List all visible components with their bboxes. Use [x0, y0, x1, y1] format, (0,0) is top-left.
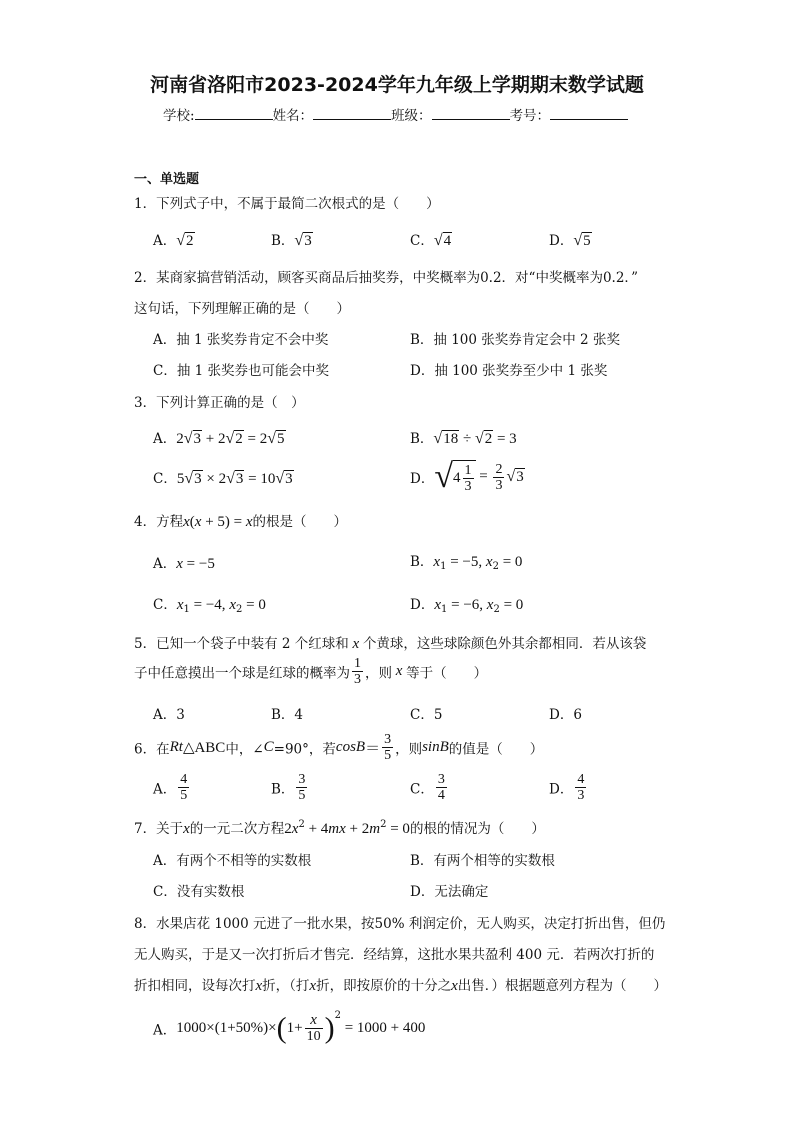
name-blank: [313, 105, 391, 120]
number-label: 考号：: [509, 108, 551, 124]
q6-option-c: C． $\frac{3}{4}$: [410, 772, 445, 803]
q4-option-a: A．x = −5: [153, 556, 215, 572]
q4-option-c: C．$x_1 = -4$, $x_2 = 0$: [153, 597, 266, 615]
q7-stem: 7．关于x的一元二次方程$2x^2 + 4mx + 2m^2 = 0$的根的情况为（ ）: [134, 819, 545, 837]
school-label: 学校:: [163, 108, 195, 124]
q4-option-b: B．$x_1 = -5$, $x_2 = 0$: [410, 554, 523, 572]
q5-option-d: D．6: [549, 707, 582, 723]
q2-stem-line2: 这句话，下列理解正确的是（ ）: [134, 301, 350, 317]
q2-option-d: D．抽 100 张奖券至少中 1 张奖: [410, 363, 608, 379]
q3-option-b: B．√18 ÷ √2 = 3: [410, 430, 517, 447]
q1-option-a: A．√2: [153, 232, 194, 249]
q6-stem: 6．在Rt△ABC中，∠C=90°，若cosB＝ $\frac{3}{5}$ ，则sinB的值是（ ）: [134, 732, 544, 763]
q6-option-a: A． $\frac{4}{5}$: [153, 772, 188, 803]
q8-stem-line1: 8．水果店花 1000 元进了一批水果，按50% 利润定价，无人购买，决定打折出售，但仍: [134, 916, 666, 932]
q7-option-c: C．没有实数根: [153, 884, 245, 900]
q1-option-b: B．√3: [271, 232, 312, 249]
page-title: 河南省洛阳市2023-2024学年九年级上学期期末数学试题: [150, 74, 644, 96]
number-blank: [550, 105, 628, 120]
q8-stem-line2: 无人购买，于是又一次打折后才售完．经结算，这批水果共盈利 400 元．若两次打折的: [134, 947, 655, 963]
student-info-row: [163, 104, 628, 124]
class-label: 班级：: [391, 108, 432, 124]
q8-option-a: A．1000×(1+50%)×(1+ $\frac{x}{10}$ )$^2$ = 1000 + 400: [153, 1010, 426, 1045]
q4-stem: 4．方程x(x + 5) = x的根是（ ）: [134, 514, 348, 530]
q6-option-d: D． $\frac{4}{3}$: [549, 772, 585, 803]
q7-option-d: D．无法确定: [410, 884, 489, 900]
q7-option-a: A．有两个不相等的实数根: [153, 853, 312, 869]
q5-option-b: B．4: [271, 707, 304, 723]
q4-option-d: D．$x_1 = -6$, $x_2 = 0$: [410, 597, 524, 615]
q3-option-c: C．5√3 × 2√3 = 10√3: [153, 470, 293, 487]
q2-option-a: A．抽 1 张奖券肯定不会中奖: [153, 332, 329, 348]
q6-option-b: B． $\frac{3}{5}$: [271, 772, 306, 803]
q5-stem-line1: 5．已知一个袋子中装有 2 个红球和 x 个黄球，这些球除颜色外其余都相同．若从该袋: [134, 636, 647, 652]
name-label: 姓名：: [272, 108, 314, 124]
q1-option-d: D．√5: [549, 232, 591, 249]
q2-option-c: C．抽 1 张奖券也可能会中奖: [153, 363, 330, 379]
q2-option-b: B．抽 100 张奖券肯定会中 2 张奖: [410, 332, 620, 348]
section-heading: 一、单选题: [134, 172, 200, 187]
q1-stem: 1．下列式子中，不属于最简二次根式的是（ ）: [134, 196, 440, 212]
school-blank: [195, 105, 273, 120]
q8-stem-line3: 折扣相同，设每次打x折，（打x折，即按原价的十分之x出售．）根据题意列方程为（ ）: [134, 978, 668, 994]
q1-option-c: C．√4: [410, 232, 452, 249]
class-blank: [432, 105, 510, 120]
q7-option-b: B．有两个相等的实数根: [410, 853, 555, 869]
q5-option-a: A．3: [153, 707, 185, 723]
q3-option-a: A．2√3 + 2√2 = 2√5: [153, 430, 285, 447]
q5-stem-line2: 子中任意摸出一个球是红球的概率为 $\frac{1}{3}$ ，则 x 等于（ ）: [134, 656, 488, 687]
q5-option-c: C．5: [410, 707, 443, 723]
q3-stem: 3．下列计算正确的是（ ）: [134, 395, 305, 411]
q2-stem-line1: 2．某商家搞营销活动，顾客买商品后抽奖券，中奖概率为0.2．对“中奖概率为0.2．”: [134, 270, 639, 286]
q3-option-d: D．√4 $\frac{1}{3}$ = $\frac{2}{3}$ √3: [410, 458, 524, 495]
